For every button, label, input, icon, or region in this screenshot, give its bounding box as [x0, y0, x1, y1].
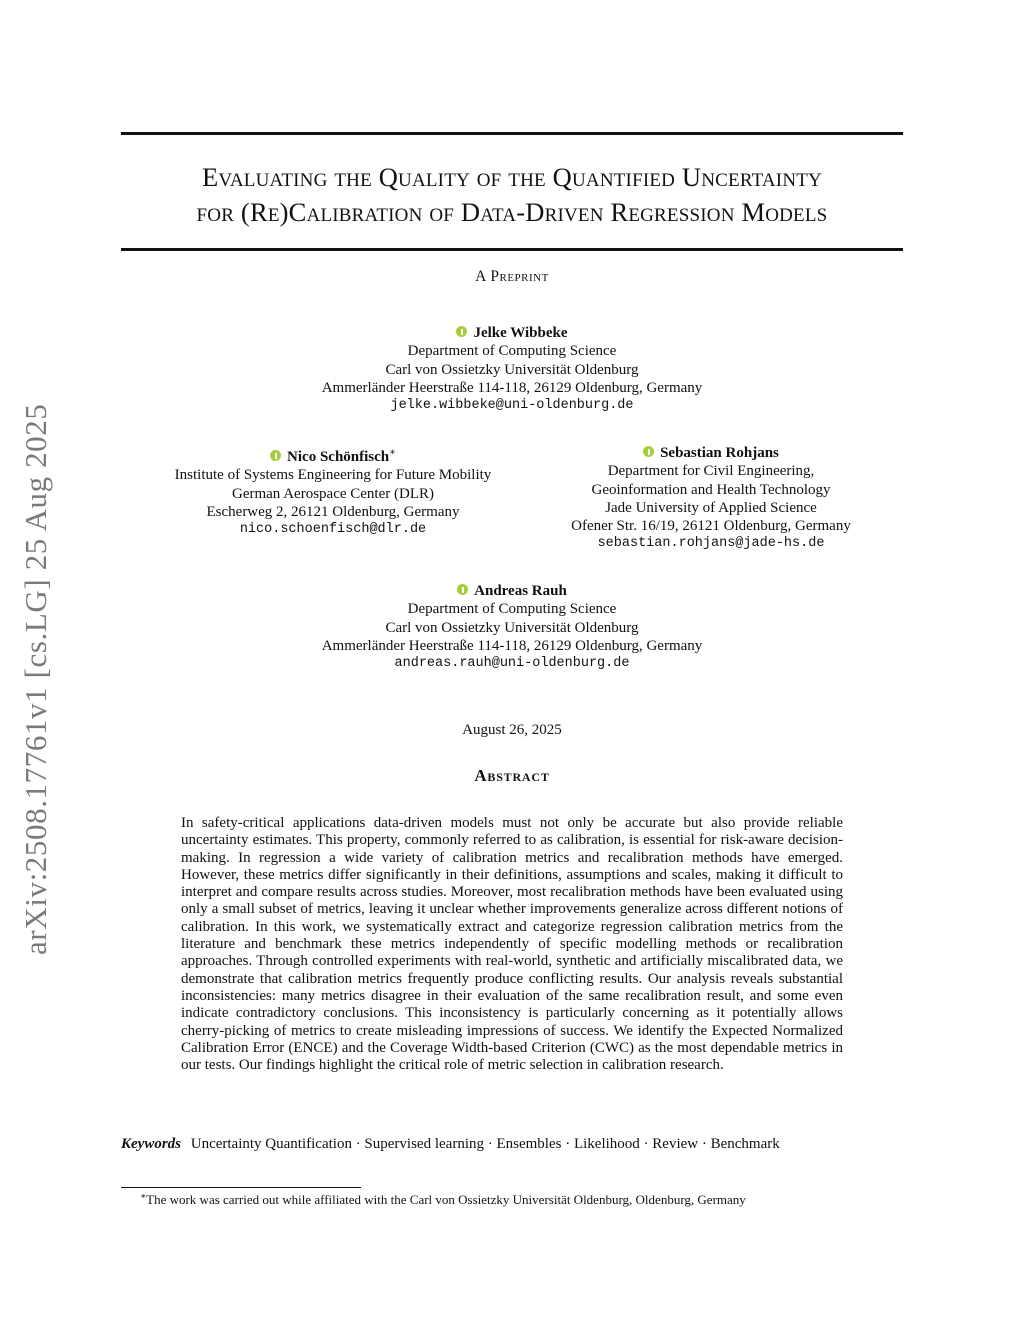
author-email[interactable]: nico.schoenfisch@dlr.de — [239, 522, 427, 538]
footnote-text: The work was carried out while affiliated with the Carl von Ossietzky Universität Oldenburg, Oldenburg, Germany — [146, 1192, 746, 1207]
author-affiliation-line: Geoinformation and Health Technology — [591, 481, 831, 498]
paper-title — [121, 160, 903, 230]
footnote — [140, 1191, 746, 1208]
abstract-heading: Abstract — [474, 766, 550, 785]
author-affiliation-line: Department of Computing Science — [407, 343, 617, 360]
title-line-2: for (Re)Calibration of Data-Driven Regression Models — [196, 197, 828, 227]
publication-date: August 26, 2025 — [462, 722, 562, 738]
author-affiliation-line: Department for Civil Engineering, — [607, 463, 815, 480]
author-affiliation-line: Jade University of Applied Science — [605, 499, 817, 516]
author-affiliation-line: Ammerländer Heerstraße 114-118, 26129 Oldenburg, Germany — [321, 637, 703, 654]
author-affiliation-line: Escherweg 2, 26121 Oldenburg, Germany — [206, 503, 460, 520]
orcid-icon[interactable] — [270, 450, 281, 461]
author-name: Sebastian Rohjans — [660, 445, 779, 461]
title-top-rule — [121, 132, 903, 135]
arxiv-side-stamp: arXiv:2508.17761v1 [cs.LG] 25 Aug 2025 — [18, 403, 53, 955]
author-affiliation-line: Ofener Str. 16/19, 26121 Oldenburg, Germany — [571, 518, 851, 535]
preprint-label: A Preprint — [475, 268, 549, 285]
footnote-marker: ∗ — [140, 1191, 147, 1201]
author-name: Andreas Rauh — [474, 583, 567, 599]
author-affiliation-line: Ammerländer Heerstraße 114-118, 26129 Oldenburg, Germany — [321, 379, 703, 396]
keywords-label: Keywords — [121, 1136, 181, 1152]
author-email[interactable]: andreas.rauh@uni-oldenburg.de — [394, 656, 630, 672]
author-block-schoenfisch — [133, 444, 533, 539]
orcid-icon[interactable] — [457, 584, 468, 595]
orcid-icon[interactable] — [643, 446, 654, 457]
author-affiliation-line: German Aerospace Center (DLR) — [231, 485, 434, 502]
title-bottom-rule — [121, 248, 903, 251]
author-email[interactable]: jelke.wibbeke@uni-oldenburg.de — [390, 398, 634, 414]
title-line-1: Evaluating the Quality of the Quantified Uncertainty — [202, 162, 822, 192]
author-block-wibbeke — [0, 324, 1024, 415]
author-affiliation-line: Department of Computing Science — [407, 601, 617, 618]
author-affiliation-line: Institute of Systems Engineering for Future Mobility — [174, 467, 492, 484]
orcid-icon[interactable] — [456, 326, 467, 337]
abstract-text: In safety-critical applications data-driven models must not only be accurate but also provide reliable uncertainty estimates. This property, commonly referred to as calibration, is essential for risk-aware decision-making. In regression a wide variety of calibration metrics and recalibration methods have emerged. However, these metrics differ significantly in their definitions, assumptions and scales, making it difficult to interpret and compare results across studies. Moreover, most recalibration methods have been evaluated using only a small subset of metrics, leaving it unclear whether improvements generalize across different notions of calibration. In this work, we systematically extract and categorize regression calibration metrics from the literature and benchmark these metrics independently of specific modelling methods or recalibration approaches. Through controlled experiments with real-world, synthetic and artificially miscalibrated data, we demonstrate that calibration metrics frequently produce conflicting results. Our analysis reveals substantial inconsistencies: many metrics disagree in their evaluation of the same recalibration result, and some even indicate contradictory conclusions. This inconsistency is particularly concerning as it potentially allows cherry-picking of metrics to create misleading impressions of success. We identify the Expected Normalized Calibration Error (ENCE) and the Coverage Width-based Criterion (CWC) as the most dependable metrics in our tests. Our findings highlight the critical role of metric selection in calibration research. — [181, 815, 843, 1074]
keywords-list: Uncertainty Quantification · Supervised learning · Ensembles · Likelihood · Review · Benchmark — [190, 1136, 780, 1152]
footnote-rule — [121, 1187, 361, 1188]
author-name: Nico Schönfisch — [287, 449, 390, 465]
author-email[interactable]: sebastian.rohjans@jade-hs.de — [597, 536, 825, 552]
keywords-line — [121, 1136, 921, 1153]
author-name: Jelke Wibbeke — [473, 325, 568, 341]
author-block-rohjans — [511, 444, 911, 554]
footnote-marker: ∗ — [389, 447, 396, 458]
author-affiliation-line: Carl von Ossietzky Universität Oldenburg — [385, 619, 639, 636]
author-block-rauh — [0, 582, 1024, 673]
author-affiliation-line: Carl von Ossietzky Universität Oldenburg — [385, 361, 639, 378]
